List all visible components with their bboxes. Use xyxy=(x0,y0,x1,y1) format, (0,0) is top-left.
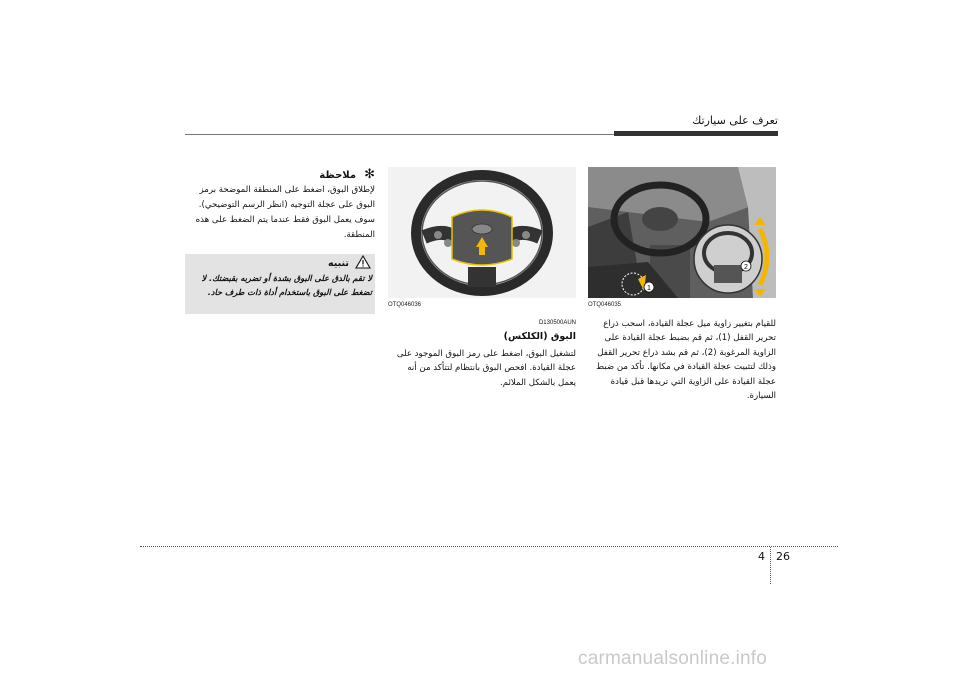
horn-heading: البوق (الكلكس) xyxy=(503,331,576,342)
watermark: carmanualsonline.info xyxy=(578,648,768,669)
horn-paragraph: لتشغيل البوق، اضغط على رمز البوق الموجود على عجلة القيادة. افحص البوق بانتظام لتتأكد من أنه يعمل بالشكل الملائم. xyxy=(396,349,576,388)
note-star-icon: ✻ xyxy=(364,167,375,182)
photo-caption-middle: OTQ046036 xyxy=(388,302,422,308)
header-rule-accent xyxy=(614,131,778,136)
callout-2: 2 xyxy=(744,264,748,271)
steering-wheel-horn-photo xyxy=(388,167,576,298)
photo-caption-right: OTQ046035 xyxy=(588,302,622,308)
tilt-steering-photo xyxy=(588,167,776,298)
note-heading-text: ملاحظة xyxy=(319,170,357,181)
callout-1: 1 xyxy=(647,285,651,292)
footer-rule xyxy=(140,546,838,547)
section-code: D130500AUN xyxy=(538,320,576,326)
tilt-steering-paragraph: للقيام بتغيير زاوية ميل عجلة القيادة، اسحب ذراع تحرير القفل (1)، ثم قم بضبط عجلة القيادة على الزاوية المرغوبة (2)، ثم قم بشد ذراع تحرير القفل وذلك لتثبيت عجلة القيادة في مكانها. تأكد من ضبط عجلة القيادة على الزاوية التي تريدها قبل قيادة السيارة. xyxy=(596,319,776,402)
header-rule xyxy=(185,134,615,135)
page-header-title: تعرف على سيارتك xyxy=(692,114,778,127)
page-number-divider xyxy=(770,547,771,584)
note-heading xyxy=(185,167,375,182)
note-paragraph: لإطلاق البوق، اضغط على المنطقة الموضحة برمز البوق على عجلة التوجيه (انظر الرسم التوضيحي). سوف يعمل البوق فقط عندما يتم الضغط على هذه المنطقة. xyxy=(195,185,375,240)
caution-paragraph: لا تقم بالدق على البوق بشدة أو تضربه بقبضتك. لا تضغط على البوق باستخدام أداة ذات طرف حاد. xyxy=(201,273,372,297)
section-number: 4 xyxy=(758,550,765,563)
page-number: 26 xyxy=(776,550,790,563)
caution-title: تنبيه xyxy=(328,258,349,269)
